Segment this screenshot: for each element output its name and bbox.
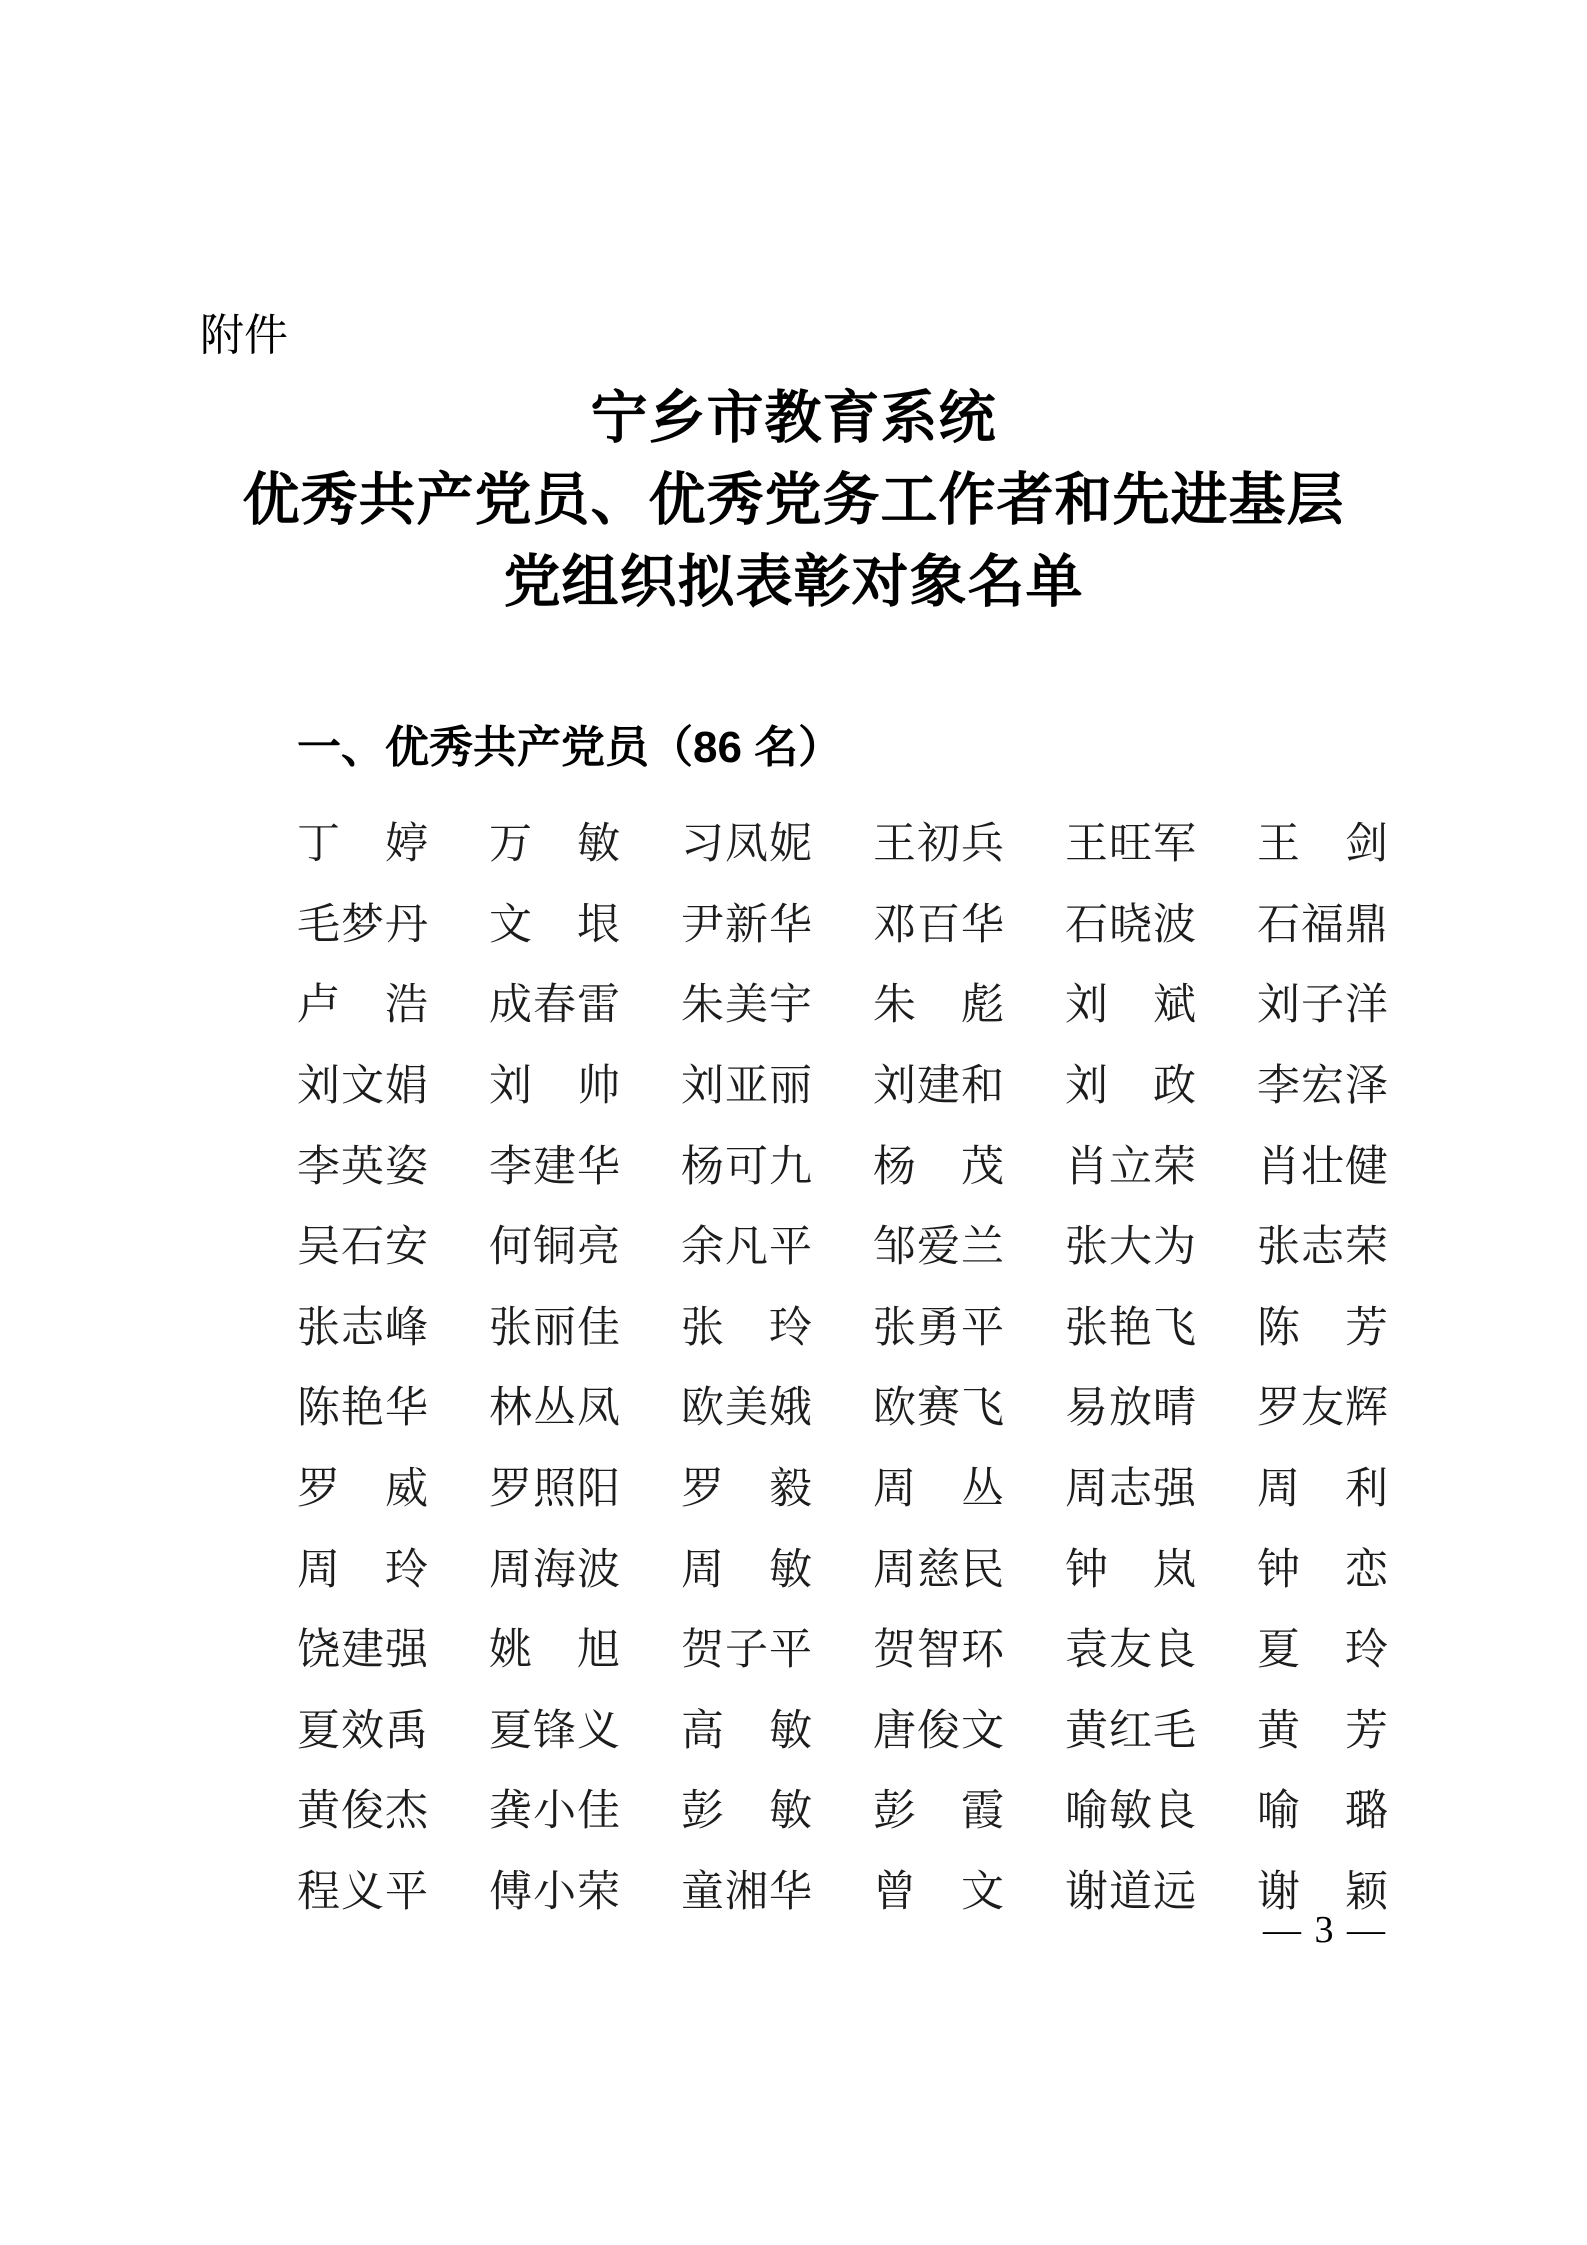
name-cell: 石晓波 xyxy=(1065,901,1196,949)
name-cell: 罗 毅 xyxy=(681,1466,812,1514)
name-cell: 成春雷 xyxy=(489,982,620,1030)
name-cell: 王 剑 xyxy=(1257,821,1388,869)
name-cell: 欧美娥 xyxy=(681,1385,812,1433)
name-cell: 张艳飞 xyxy=(1065,1304,1196,1352)
name-cell: 曾 文 xyxy=(873,1869,1004,1917)
name-cell: 卢 浩 xyxy=(297,982,428,1030)
name-cell: 万 敏 xyxy=(489,821,620,869)
name-cell: 李建华 xyxy=(489,1143,620,1191)
name-cell: 傅小荣 xyxy=(489,1869,620,1917)
name-cell: 周慈民 xyxy=(873,1546,1004,1594)
name-cell: 刘文娟 xyxy=(297,1063,428,1111)
name-cell: 黄俊杰 xyxy=(297,1788,428,1836)
name-cell: 王初兵 xyxy=(873,821,1004,869)
name-cell: 习凤妮 xyxy=(681,821,812,869)
name-cell: 杨 茂 xyxy=(873,1143,1004,1191)
name-cell: 李英姿 xyxy=(297,1143,428,1191)
name-cell: 肖立荣 xyxy=(1065,1143,1196,1191)
name-cell: 张志峰 xyxy=(297,1304,428,1352)
name-cell: 周 敏 xyxy=(681,1546,812,1594)
title-line-2: 优秀共产党员、优秀党务工作者和先进基层 xyxy=(242,469,1345,532)
name-cell: 饶建强 xyxy=(297,1627,428,1675)
name-cell: 文 垠 xyxy=(489,901,620,949)
name-cell: 黄红毛 xyxy=(1065,1707,1196,1755)
name-cell: 谢道远 xyxy=(1065,1869,1196,1917)
name-cell: 贺子平 xyxy=(681,1627,812,1675)
name-cell: 杨可九 xyxy=(681,1143,812,1191)
name-cell: 黄 芳 xyxy=(1257,1707,1388,1755)
names-grid xyxy=(297,805,1388,1933)
name-cell: 周 玲 xyxy=(297,1546,428,1594)
name-cell: 罗 威 xyxy=(297,1466,428,1514)
name-cell: 陈艳华 xyxy=(297,1385,428,1433)
name-cell: 喻敏良 xyxy=(1065,1788,1196,1836)
name-cell: 周 利 xyxy=(1257,1466,1388,1514)
name-cell: 夏效禹 xyxy=(297,1707,428,1755)
name-cell: 袁友良 xyxy=(1065,1627,1196,1675)
name-cell: 谢 颖 xyxy=(1257,1869,1388,1917)
name-cell: 易放晴 xyxy=(1065,1385,1196,1433)
name-cell: 邓百华 xyxy=(873,901,1004,949)
name-cell: 龚小佳 xyxy=(489,1788,620,1836)
name-cell: 刘 政 xyxy=(1065,1063,1196,1111)
name-cell: 毛梦丹 xyxy=(297,901,428,949)
name-cell: 尹新华 xyxy=(681,901,812,949)
page-number: — 3 — xyxy=(1263,1909,1387,1951)
section-heading-excellent-party-members: 一、优秀共产党员（86 名） xyxy=(297,723,843,772)
name-cell: 罗友辉 xyxy=(1257,1385,1388,1433)
name-cell: 周海波 xyxy=(489,1546,620,1594)
attachment-label: 附件 xyxy=(200,311,288,360)
name-cell: 程义平 xyxy=(297,1869,428,1917)
name-cell: 陈 芳 xyxy=(1257,1304,1388,1352)
name-cell: 朱美宇 xyxy=(681,982,812,1030)
name-cell: 何铜亮 xyxy=(489,1224,620,1272)
name-cell: 刘亚丽 xyxy=(681,1063,812,1111)
name-cell: 朱 彪 xyxy=(873,982,1004,1030)
name-cell: 刘 帅 xyxy=(489,1063,620,1111)
name-cell: 张 玲 xyxy=(681,1304,812,1352)
name-cell: 彭 霞 xyxy=(873,1788,1004,1836)
name-cell: 石福鼎 xyxy=(1257,901,1388,949)
name-cell: 高 敏 xyxy=(681,1707,812,1755)
name-cell: 喻 璐 xyxy=(1257,1788,1388,1836)
name-cell: 刘建和 xyxy=(873,1063,1004,1111)
name-cell: 张志荣 xyxy=(1257,1224,1388,1272)
name-cell: 刘 斌 xyxy=(1065,982,1196,1030)
name-cell: 夏锋义 xyxy=(489,1707,620,1755)
name-cell: 张勇平 xyxy=(873,1304,1004,1352)
name-cell: 林丛凤 xyxy=(489,1385,620,1433)
title-line-3: 党组织拟表彰对象名单 xyxy=(503,551,1084,614)
name-cell: 彭 敏 xyxy=(681,1788,812,1836)
name-cell: 罗照阳 xyxy=(489,1466,620,1514)
name-cell: 邹爱兰 xyxy=(873,1224,1004,1272)
name-cell: 童湘华 xyxy=(681,1869,812,1917)
name-cell: 贺智环 xyxy=(873,1627,1004,1675)
document-title xyxy=(0,378,1587,624)
name-cell: 夏 玲 xyxy=(1257,1627,1388,1675)
name-cell: 王旺军 xyxy=(1065,821,1196,869)
name-cell: 肖壮健 xyxy=(1257,1143,1388,1191)
name-cell: 吴石安 xyxy=(297,1224,428,1272)
name-cell: 刘子洋 xyxy=(1257,982,1388,1030)
name-cell: 张丽佳 xyxy=(489,1304,620,1352)
name-cell: 姚 旭 xyxy=(489,1627,620,1675)
name-cell: 欧赛飞 xyxy=(873,1385,1004,1433)
title-line-1: 宁乡市教育系统 xyxy=(590,387,997,450)
name-cell: 钟 岚 xyxy=(1065,1546,1196,1594)
name-cell: 钟 恋 xyxy=(1257,1546,1388,1594)
name-cell: 张大为 xyxy=(1065,1224,1196,1272)
name-cell: 余凡平 xyxy=(681,1224,812,1272)
name-cell: 丁 婷 xyxy=(297,821,428,869)
name-cell: 周 丛 xyxy=(873,1466,1004,1514)
name-cell: 唐俊文 xyxy=(873,1707,1004,1755)
name-cell: 李宏泽 xyxy=(1257,1063,1388,1111)
name-cell: 周志强 xyxy=(1065,1466,1196,1514)
